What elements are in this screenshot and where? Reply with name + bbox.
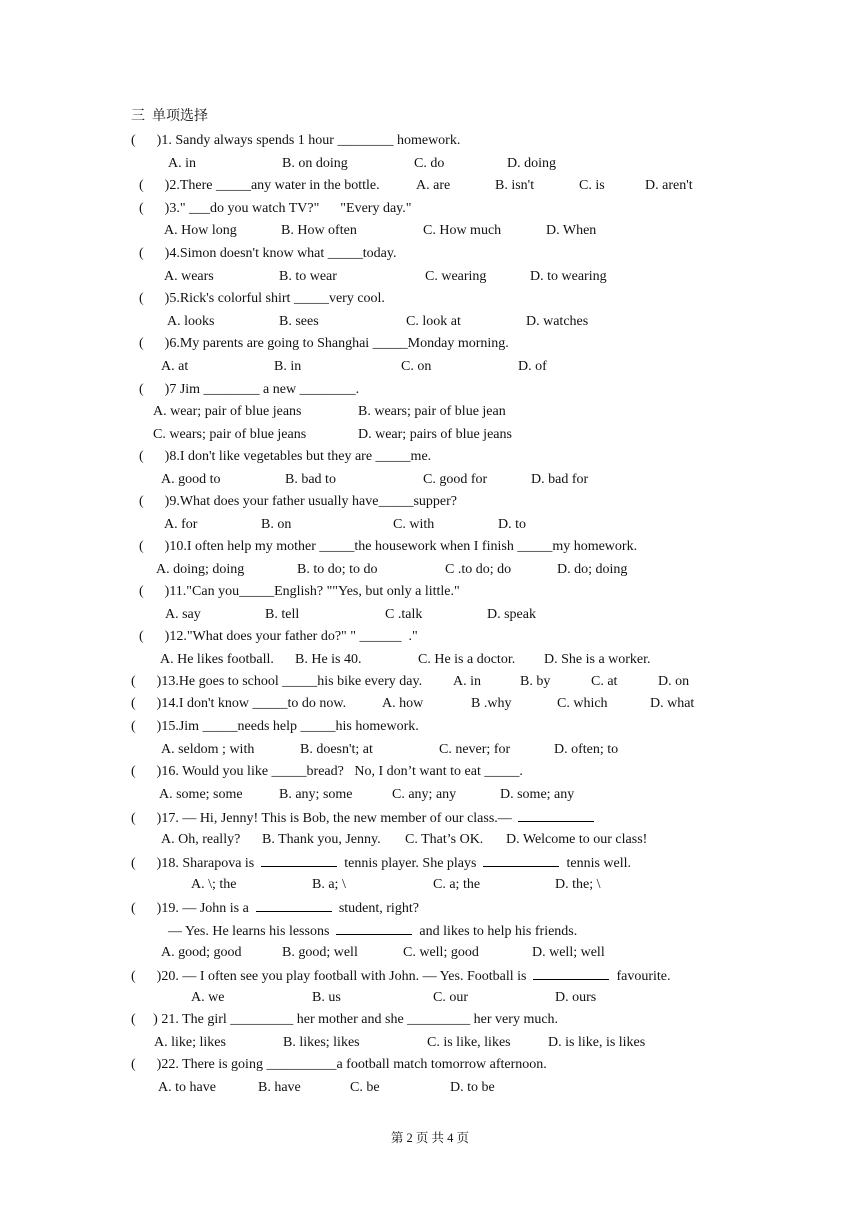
q21-option-b: B. likes; likes (283, 1035, 360, 1050)
q13-option-d: D. on (658, 674, 690, 689)
q17-option-c: C. That’s OK. (405, 832, 484, 847)
q2-option-d: D. aren't (645, 178, 693, 193)
question-17 (131, 808, 594, 828)
question-6: ( )6.My parents are going to Shanghai _____Monday morning. (139, 336, 509, 351)
q20-option-b: B. us (312, 990, 341, 1005)
question-19-reply (168, 921, 577, 941)
q1-option-d: D. doing (507, 156, 556, 171)
question-8: ( )8.I don't like vegetables but they are _____me. (139, 449, 432, 464)
q10-option-c: C .to do; do (445, 562, 512, 577)
q8-option-b: B. bad to (285, 472, 336, 487)
question-4: ( )4.Simon doesn't know what _____today. (139, 246, 397, 261)
question-19 (131, 898, 419, 918)
q1-option-b: B. on doing (282, 156, 348, 171)
q12-option-a: A. He likes football. (160, 652, 274, 667)
q20-stem-part-1: ( )20. — I often see you play football with John. — Yes. Football is (131, 969, 527, 984)
question-5: ( )5.Rick's colorful shirt _____very cool. (139, 291, 385, 306)
q14-option-d: D. what (650, 696, 695, 711)
q19-stem-part-1: ( )19. — John is a (131, 901, 249, 916)
q20-option-a: A. we (191, 990, 225, 1005)
q1-option-a: A. in (168, 156, 196, 171)
question-3: ( )3." ___do you watch TV?" "Every day." (139, 201, 412, 216)
q17-stem: ( )17. — Hi, Jenny! This is Bob, the new member of our class.— (131, 811, 512, 826)
q19-option-c: C. well; good (403, 945, 479, 960)
q22-option-b: B. have (258, 1080, 301, 1095)
q3-option-d: D. When (546, 223, 597, 238)
q18-stem-part-3: tennis well. (566, 856, 632, 871)
q2-option-a: A. are (416, 178, 451, 193)
q18-stem-part-1: ( )18. Sharapova is (131, 856, 255, 871)
q16-option-b: B. any; some (279, 787, 353, 802)
q4-option-a: A. wears (164, 269, 214, 284)
answer-blank (256, 898, 332, 912)
q18-stem-part-2: tennis player. She plays (344, 856, 477, 871)
section-title: 三 单项选择 (131, 109, 208, 124)
q7-option-d: D. wear; pairs of blue jeans (358, 427, 512, 442)
q5-option-c: C. look at (406, 314, 461, 329)
q18-option-b: B. a; \ (312, 877, 346, 892)
answer-blank (336, 921, 412, 935)
q15-option-a: A. seldom ; with (161, 742, 255, 757)
question-18 (131, 853, 631, 873)
question-21: ( ) 21. The girl _________ her mother and she _________ her very much. (131, 1012, 559, 1027)
question-11: ( )11."Can you_____English? ""Yes, but only a little." (139, 584, 460, 599)
question-9: ( )9.What does your father usually have_____supper? (139, 494, 458, 509)
q19-reply-part-1: — Yes. He learns his lessons (168, 924, 330, 939)
q16-option-d: D. some; any (500, 787, 575, 802)
question-13: ( )13.He goes to school _____his bike every day. (131, 674, 423, 689)
q20-option-d: D. ours (555, 990, 597, 1005)
q6-option-b: B. in (274, 359, 302, 374)
q16-option-a: A. some; some (159, 787, 243, 802)
q15-option-b: B. doesn't; at (300, 742, 373, 757)
q4-option-b: B. to wear (279, 269, 337, 284)
question-10: ( )10.I often help my mother _____the housework when I finish _____my homework. (139, 539, 638, 554)
q7-option-c: C. wears; pair of blue jeans (153, 427, 307, 442)
question-16: ( )16. Would you like _____bread? No, I don’t want to eat _____. (131, 764, 523, 779)
q11-option-a: A. say (165, 607, 201, 622)
q19-option-b: B. good; well (282, 945, 358, 960)
q9-option-d: D. to (498, 517, 526, 532)
q3-option-c: C. How much (423, 223, 502, 238)
q21-option-c: C. is like, likes (427, 1035, 511, 1050)
q13-option-c: C. at (591, 674, 618, 689)
question-7: ( )7 Jim ________ a new ________. (139, 382, 360, 397)
q4-option-c: C. wearing (425, 269, 487, 284)
q5-option-d: D. watches (526, 314, 589, 329)
question-22: ( )22. There is going __________a football match tomorrow afternoon. (131, 1057, 547, 1072)
q20-stem-part-2: favourite. (616, 969, 671, 984)
q17-option-b: B. Thank you, Jenny. (262, 832, 381, 847)
question-15: ( )15.Jim _____needs help _____his homework. (131, 719, 419, 734)
q19-stem-part-2: student, right? (338, 901, 419, 916)
q5-option-b: B. sees (279, 314, 319, 329)
q10-option-d: D. do; doing (557, 562, 628, 577)
q19-reply-part-2: and likes to help his friends. (419, 924, 578, 939)
q13-option-b: B. by (520, 674, 551, 689)
q19-option-a: A. good; good (161, 945, 242, 960)
q9-option-a: A. for (164, 517, 198, 532)
q11-option-d: D. speak (487, 607, 536, 622)
q7-option-a: A. wear; pair of blue jeans (153, 404, 302, 419)
q22-option-c: C. be (350, 1080, 380, 1095)
q9-option-c: C. with (393, 517, 435, 532)
q2-option-b: B. isn't (495, 178, 535, 193)
q7-option-b: B. wears; pair of blue jean (358, 404, 506, 419)
q18-option-c: C. a; the (433, 877, 481, 892)
q18-option-d: D. the; \ (555, 877, 601, 892)
q12-option-b: B. He is 40. (295, 652, 362, 667)
q1-option-c: C. do (414, 156, 445, 171)
q16-option-c: C. any; any (392, 787, 457, 802)
q14-option-b: B .why (471, 696, 512, 711)
q6-option-d: D. of (518, 359, 547, 374)
q12-option-d: D. She is a worker. (544, 652, 651, 667)
q22-option-d: D. to be (450, 1080, 495, 1095)
q6-option-c: C. on (401, 359, 432, 374)
q10-option-a: A. doing; doing (156, 562, 245, 577)
q14-option-a: A. how (382, 696, 424, 711)
q8-option-c: C. good for (423, 472, 488, 487)
answer-blank (533, 966, 609, 980)
q12-option-c: C. He is a doctor. (418, 652, 516, 667)
q8-option-d: D. bad for (531, 472, 589, 487)
q3-option-b: B. How often (281, 223, 357, 238)
q3-option-a: A. How long (164, 223, 237, 238)
q17-option-a: A. Oh, really? (161, 832, 241, 847)
q21-option-d: D. is like, is likes (548, 1035, 646, 1050)
q5-option-a: A. looks (167, 314, 215, 329)
q4-option-d: D. to wearing (530, 269, 607, 284)
answer-blank (518, 808, 594, 822)
q21-option-a: A. like; likes (154, 1035, 226, 1050)
answer-blank (483, 853, 559, 867)
question-1: ( )1. Sandy always spends 1 hour ________ homework. (131, 133, 461, 148)
q9-option-b: B. on (261, 517, 292, 532)
question-2: ( )2.There _____any water in the bottle. (139, 178, 380, 193)
q22-option-a: A. to have (158, 1080, 216, 1095)
q15-option-c: C. never; for (439, 742, 511, 757)
q11-option-b: B. tell (265, 607, 300, 622)
q15-option-d: D. often; to (554, 742, 619, 757)
q17-option-d: D. Welcome to our class! (506, 832, 648, 847)
answer-blank (261, 853, 337, 867)
page-footer: 第 2 页 共 4 页 (390, 1131, 470, 1145)
question-14: ( )14.I don't know _____to do now. (131, 696, 347, 711)
q20-option-c: C. our (433, 990, 468, 1005)
q11-option-c: C .talk (385, 607, 423, 622)
q13-option-a: A. in (453, 674, 481, 689)
q14-option-c: C. which (557, 696, 608, 711)
q6-option-a: A. at (161, 359, 189, 374)
q8-option-a: A. good to (161, 472, 221, 487)
q18-option-a: A. \; the (191, 877, 237, 892)
question-12: ( )12."What does your father do?" " ______ ." (139, 629, 418, 644)
question-20 (131, 966, 671, 986)
q10-option-b: B. to do; to do (297, 562, 378, 577)
q19-option-d: D. well; well (532, 945, 605, 960)
q2-option-c: C. is (579, 178, 605, 193)
